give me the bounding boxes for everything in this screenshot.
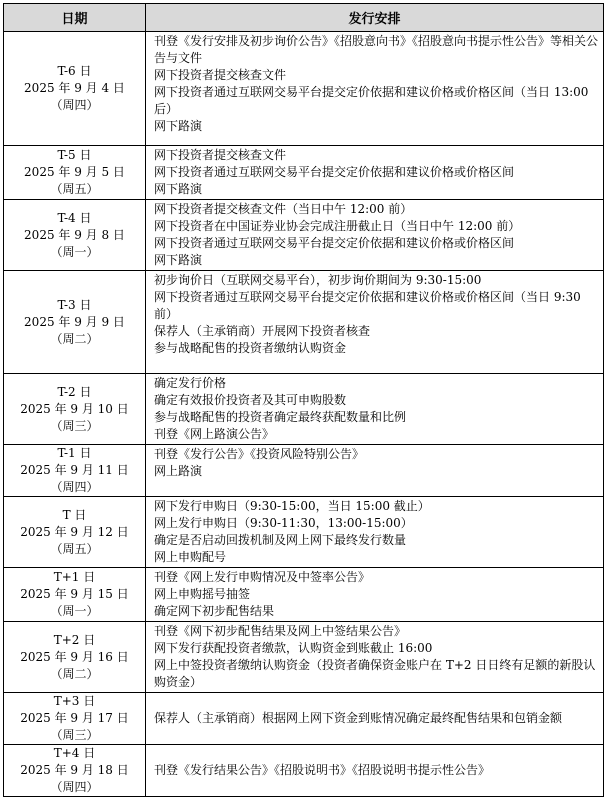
table-row	[4, 146, 604, 200]
weekday-label: （周一）	[50, 244, 99, 259]
plan-column-header: 发行安排	[146, 4, 604, 32]
plan-item: 网下投资者在中国证券业协会完成注册截止日（当日中午 12:00 前）	[154, 219, 521, 233]
table-header-row	[4, 4, 604, 32]
calendar-date: 2025 年 9 月 5 日	[24, 165, 125, 179]
plan-item: 网上申购配号	[154, 550, 227, 564]
plan-item: 网上发行申购日（9:30-11:30，13:00-15:00）	[154, 516, 413, 530]
calendar-date: 2025 年 9 月 16 日	[20, 649, 129, 664]
issuance-schedule-table	[3, 3, 604, 797]
date-cell	[4, 693, 146, 745]
plan-cell	[146, 445, 604, 497]
day-label: T-2 日	[57, 384, 92, 399]
date-cell	[4, 32, 146, 146]
plan-item: 网上申购摇号抽签	[154, 587, 251, 601]
plan-item: 网上中签投资者缴纳认购资金（投资者确保资金账户在 T+2 日日终有足额的新股认购资金）	[154, 658, 596, 689]
calendar-date: 2025 年 9 月 4 日	[24, 81, 125, 95]
date-cell	[4, 146, 146, 200]
plan-item: 确定网下初步配售结果	[154, 604, 275, 618]
plan-item: 确定有效报价投资者及其可申购股数	[154, 393, 347, 407]
day-label: T+1 日	[53, 570, 96, 584]
calendar-date: 2025 年 9 月 15 日	[20, 587, 129, 601]
weekday-label: （周四）	[50, 780, 99, 794]
day-label: T-1 日	[57, 446, 92, 460]
plan-item: 刊登《网上发行申购情况及中签率公告》	[154, 570, 371, 584]
schedule-document	[3, 3, 603, 797]
day-label: T+3 日	[53, 694, 96, 708]
weekday-label: （周四）	[50, 480, 99, 494]
weekday-label: （周二）	[50, 666, 99, 681]
plan-cell	[146, 622, 604, 693]
date-cell	[4, 497, 146, 568]
day-label: T-3 日	[57, 297, 92, 312]
table-row	[4, 374, 604, 445]
plan-item: 刊登《发行结果公告》《招股说明书》《招股说明书提示性公告》	[154, 763, 491, 777]
day-label: T+4 日	[53, 746, 96, 760]
table-row	[4, 445, 604, 497]
plan-item: 网下投资者通过互联网交易平台提交定价依据和建议价格或价格区间	[154, 236, 515, 250]
date-cell	[4, 374, 146, 445]
plan-cell	[146, 146, 604, 200]
calendar-date: 2025 年 9 月 18 日	[20, 763, 129, 777]
plan-item: 刊登《发行公告》《投资风险特别公告》	[154, 447, 365, 461]
day-label: T-4 日	[57, 210, 92, 225]
plan-cell	[146, 200, 604, 271]
plan-cell	[146, 271, 604, 374]
table-row	[4, 745, 604, 797]
plan-item: 确定发行价格	[154, 376, 227, 390]
plan-item: 刊登《网上路演公告》	[154, 427, 275, 441]
plan-item: 网下路演	[154, 182, 203, 196]
plan-item: 网下发行获配投资者缴款，认购资金到账截止 16:00	[154, 641, 433, 655]
plan-item: 确定是否启动回拨机制及网上网下最终发行数量	[154, 533, 407, 547]
weekday-label: （周五）	[50, 182, 99, 196]
plan-item: 参与战略配售的投资者缴纳认购资金	[154, 341, 347, 355]
date-column-header: 日期	[4, 4, 146, 32]
calendar-date: 2025 年 9 月 17 日	[20, 711, 129, 725]
date-cell	[4, 445, 146, 497]
plan-item: 网下投资者通过互联网交易平台提交定价依据和建议价格或价格区间	[154, 165, 515, 179]
plan-cell	[146, 497, 604, 568]
plan-cell	[146, 568, 604, 622]
table-row	[4, 32, 604, 146]
calendar-date: 2025 年 9 月 9 日	[24, 314, 125, 329]
plan-item: 网下投资者提交核查文件	[154, 148, 287, 162]
table-row	[4, 271, 604, 374]
date-cell	[4, 568, 146, 622]
weekday-label: （周一）	[50, 604, 99, 618]
plan-item: 网上路演	[154, 464, 203, 478]
day-label: T-6 日	[57, 64, 92, 78]
weekday-label: （周五）	[50, 541, 99, 556]
plan-item: 网下投资者通过互联网交易平台提交定价依据和建议价格或价格区间（当日 13:00 后）	[154, 85, 589, 116]
plan-item: 参与战略配售的投资者确定最终获配数量和比例	[154, 410, 407, 424]
table-row	[4, 622, 604, 693]
date-cell	[4, 745, 146, 797]
plan-cell	[146, 693, 604, 745]
plan-item: 初步询价日（互联网交易平台），初步询价期间为 9:30-15:00	[154, 273, 482, 287]
plan-item: 刊登《网下初步配售结果及网上中签结果公告》	[154, 624, 407, 638]
plan-item: 网下投资者提交核查文件	[154, 68, 287, 82]
plan-item: 网下发行申购日（9:30-15:00，当日 15:00 截止）	[154, 499, 430, 513]
table-body	[4, 32, 604, 797]
date-cell	[4, 271, 146, 374]
plan-cell	[146, 745, 604, 797]
plan-item: 网下投资者提交核查文件（当日中午 12:00 前）	[154, 202, 413, 216]
weekday-label: （周四）	[50, 98, 99, 112]
plan-item: 保荐人（主承销商）开展网下投资者核查	[154, 324, 371, 338]
plan-cell	[146, 374, 604, 445]
plan-item: 保荐人（主承销商）根据网上网下资金到账情况确定最终配售结果和包销金额	[154, 711, 563, 725]
plan-item: 网下投资者通过互联网交易平台提交定价依据和建议价格或价格区间（当日 9:30 前）	[154, 290, 581, 321]
table-row	[4, 497, 604, 568]
calendar-date: 2025 年 9 月 12 日	[20, 524, 129, 539]
weekday-label: （周三）	[50, 418, 99, 433]
weekday-label: （周二）	[50, 331, 99, 346]
table-row	[4, 693, 604, 745]
table-row	[4, 568, 604, 622]
date-cell	[4, 200, 146, 271]
weekday-label: （周三）	[50, 728, 99, 742]
table-row	[4, 200, 604, 271]
date-cell	[4, 622, 146, 693]
plan-item: 网下路演	[154, 253, 203, 267]
plan-item: 网下路演	[154, 119, 203, 133]
calendar-date: 2025 年 9 月 8 日	[24, 227, 125, 242]
calendar-date: 2025 年 9 月 11 日	[20, 463, 129, 477]
day-label: T 日	[62, 507, 87, 522]
plan-item: 刊登《发行安排及初步询价公告》《招股意向书》《招股意向书提示性公告》等相关公告与文件	[154, 34, 599, 65]
day-label: T+2 日	[53, 632, 96, 647]
calendar-date: 2025 年 9 月 10 日	[20, 401, 129, 416]
day-label: T-5 日	[57, 148, 92, 162]
plan-cell	[146, 32, 604, 146]
